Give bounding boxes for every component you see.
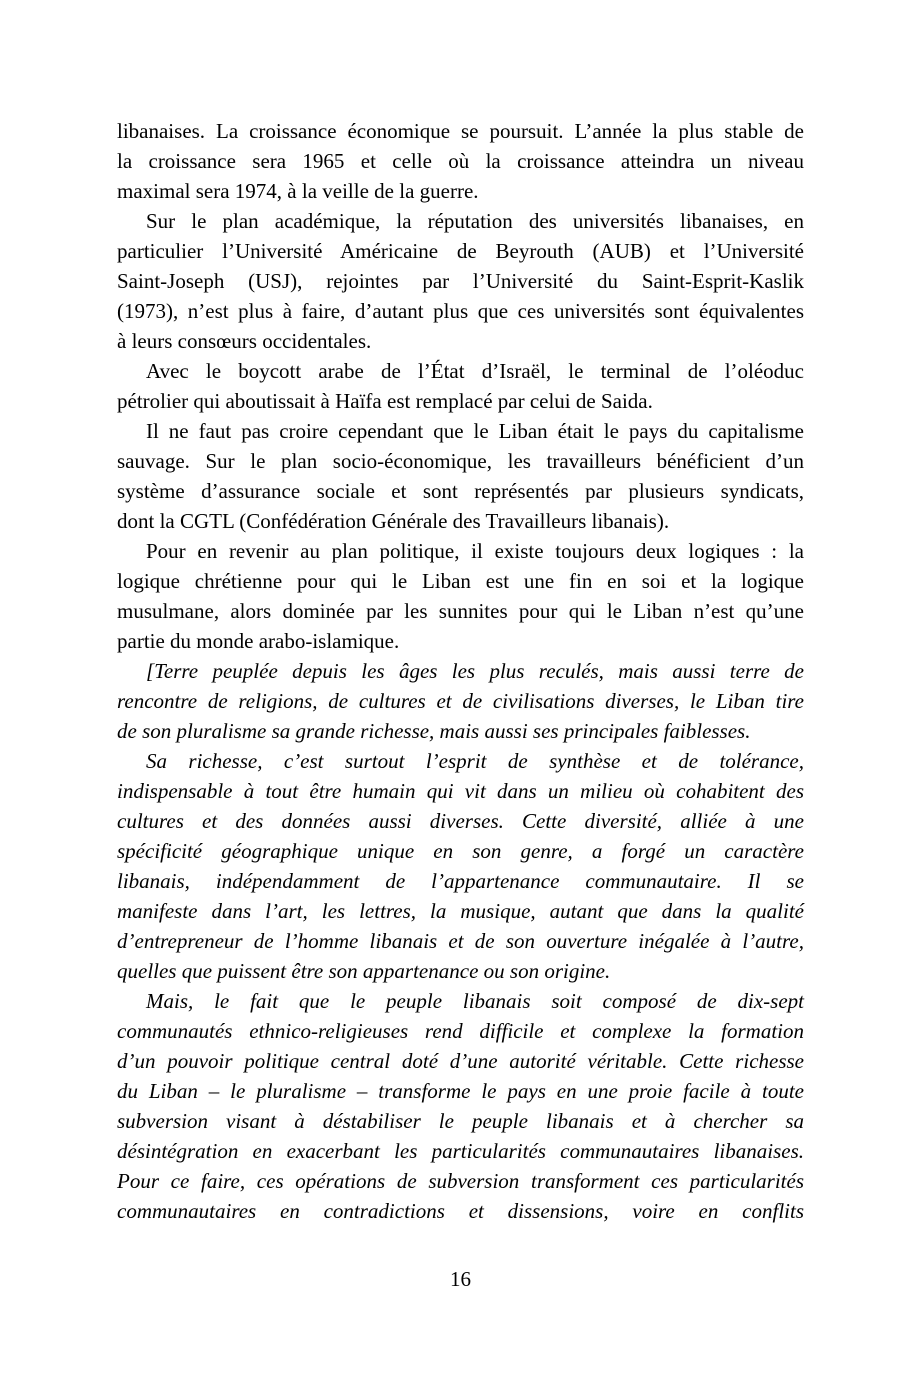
text-line: la croissance sera 1965 et celle où la croissance atteindra un niveau — [117, 149, 804, 173]
text-line: Pour en revenir au plan politique, il existe toujours deux logiques : la — [146, 539, 804, 563]
text-line: subversion visant à déstabiliser le peuple libanais et à chercher sa — [117, 1109, 804, 1133]
text-line: Sur le plan académique, la réputation des universités libanaises, en — [146, 209, 804, 233]
text-line: musulmane, alors dominée par les sunnites pour qui le Liban n’est qu’une — [117, 599, 804, 623]
text-line: logique chrétienne pour qui le Liban est une fin en soi et la logique — [117, 569, 804, 593]
text-line: dont la CGTL (Confédération Générale des Travailleurs libanais). — [117, 509, 670, 533]
text-line: Pour ce faire, ces opérations de subversion transforment ces particularités — [117, 1169, 804, 1193]
text-line: de son pluralisme sa grande richesse, mais aussi ses principales faiblesses. — [117, 719, 751, 743]
paragraph — [117, 656, 804, 746]
paragraph — [117, 356, 804, 416]
paragraph — [117, 746, 804, 986]
text-line: maximal sera 1974, à la veille de la guerre. — [117, 179, 479, 203]
paragraph — [117, 986, 804, 1226]
text-line: Saint-Joseph (USJ), rejointes par l’Université du Saint-Esprit-Kaslik — [117, 269, 804, 293]
text-line: indispensable à tout être humain qui vit dans un milieu où cohabitent des — [117, 779, 804, 803]
page-number: 16 — [450, 1267, 471, 1291]
text-line: pétrolier qui aboutissait à Haïfa est remplacé par celui de Saida. — [117, 389, 653, 413]
text-line: désintégration en exacerbant les particularités communautaires libanaises. — [117, 1139, 804, 1163]
paragraph — [117, 416, 804, 536]
text-line: Avec le boycott arabe de l’État d’Israël, le terminal de l’oléoduc — [146, 359, 804, 383]
text-line: cultures et des données aussi diverses. Cette diversité, alliée à une — [117, 809, 804, 833]
paragraph — [117, 206, 804, 356]
text-line: libanaises. La croissance économique se poursuit. L’année la plus stable de — [117, 119, 804, 143]
text-line: Il ne faut pas croire cependant que le Liban était le pays du capitalisme — [146, 419, 804, 443]
text-line: rencontre de religions, de cultures et de civilisations diverses, le Liban tire — [117, 689, 804, 713]
text-line: communautés ethnico-religieuses rend difficile et complexe la formation — [117, 1019, 804, 1043]
text-line: particulier l’Université Américaine de Beyrouth (AUB) et l’Université — [117, 239, 804, 263]
text-line: Mais, le fait que le peuple libanais soit composé de dix-sept — [146, 989, 804, 1013]
paragraph — [117, 116, 804, 206]
text-line: quelles que puissent être son appartenance ou son origine. — [117, 959, 611, 983]
text-line: à leurs consœurs occidentales. — [117, 329, 372, 353]
text-line: [Terre peuplée depuis les âges les plus reculés, mais aussi terre de — [146, 659, 804, 683]
text-line: libanais, indépendamment de l’appartenance communautaire. Il se — [117, 869, 804, 893]
text-line: d’entrepreneur de l’homme libanais et de son ouverture inégalée à l’autre, — [117, 929, 804, 953]
text-line: communautaires en contradictions et dissensions, voire en conflits — [117, 1199, 804, 1223]
paragraph — [117, 536, 804, 656]
text-line: manifeste dans l’art, les lettres, la musique, autant que dans la qualité — [117, 899, 804, 923]
text-line: sauvage. Sur le plan socio-économique, les travailleurs bénéficient d’un — [117, 449, 804, 473]
page-body — [117, 116, 804, 1226]
text-line: d’un pouvoir politique central doté d’une autorité véritable. Cette richesse — [117, 1049, 804, 1073]
text-line: système d’assurance sociale et sont représentés par plusieurs syndicats, — [117, 479, 804, 503]
text-line: spécificité géographique unique en son genre, a forgé un caractère — [117, 839, 804, 863]
text-line: du Liban – le pluralisme – transforme le pays en une proie facile à toute — [117, 1079, 804, 1103]
text-line: (1973), n’est plus à faire, d’autant plus que ces universités sont équivalentes — [117, 299, 804, 323]
text-line: partie du monde arabo-islamique. — [117, 629, 400, 653]
text-line: Sa richesse, c’est surtout l’esprit de synthèse et de tolérance, — [146, 749, 804, 773]
